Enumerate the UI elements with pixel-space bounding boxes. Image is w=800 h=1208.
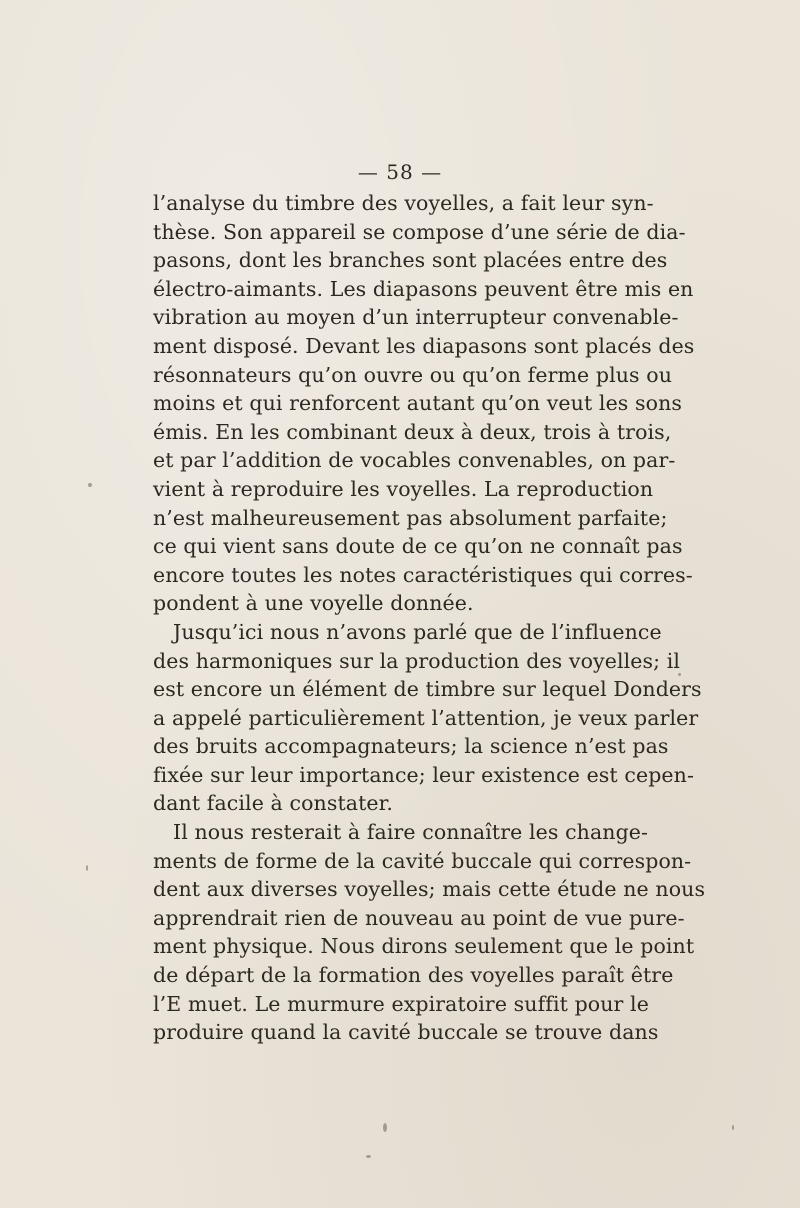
text-line: encore toutes les notes caractéristiques qui corres- xyxy=(153,562,693,587)
text-line: moins et qui renforcent autant qu’on veut les sons xyxy=(153,391,683,416)
paragraph-first-line: Jusqu’ici nous n’avons parlé que de l’influence xyxy=(173,619,662,644)
text-line: a appelé particulièrement l’attention, je veux parler xyxy=(153,705,699,730)
text-line: ment physique. Nous dirons seulement que le point xyxy=(153,934,695,959)
text-line: ments de forme de la cavité buccale qui correspon- xyxy=(153,848,692,873)
text-line: thèse. Son appareil se compose d’une série de dia- xyxy=(153,219,686,244)
text-line: fixée sur leur importance; leur existence est cepen- xyxy=(153,762,694,787)
text-line: l’analyse du timbre des voyelles, a fait leur syn- xyxy=(153,191,654,215)
text-line: pasons, dont les branches sont placées entre des xyxy=(153,248,668,273)
text-line: émis. En les combinant deux à deux, trois à trois, xyxy=(153,419,672,444)
text-line: n’est malheureusement pas absolument parfaite; xyxy=(153,505,668,530)
text-line: résonnateurs qu’on ouvre ou qu’on ferme plus ou xyxy=(153,362,673,387)
page-number: — 58 — xyxy=(357,160,443,184)
text-line: l’E muet. Le murmure expiratoire suffit pour le xyxy=(153,991,649,1016)
text-line: dant facile à constater. xyxy=(153,791,393,816)
body-text xyxy=(153,189,706,1047)
text-line: produire quand la cavité buccale se trouve dans xyxy=(153,1020,659,1045)
paper-speck xyxy=(732,1125,734,1130)
text-line: ment disposé. Devant les diapasons sont placés des xyxy=(153,333,695,358)
text-line: de départ de la formation des voyelles paraît être xyxy=(153,963,674,988)
text-line: dent aux diverses voyelles; mais cette étude ne nous xyxy=(153,877,706,902)
text-line: pondent à une voyelle donnée. xyxy=(153,591,474,616)
text-line: ce qui vient sans doute de ce qu’on ne connaît pas xyxy=(153,534,683,559)
text-line: vient à reproduire les voyelles. La reproduction xyxy=(153,476,654,501)
paper-speck xyxy=(88,483,92,487)
text-line: est encore un élément de timbre sur lequel Donders xyxy=(153,677,702,702)
text-line: électro-aimants. Les diapasons peuvent être mis en xyxy=(153,276,694,301)
paper-speck xyxy=(383,1123,387,1132)
paper-speck xyxy=(86,865,88,871)
text-line: et par l’addition de vocables convenables, on par- xyxy=(153,448,676,473)
text-line: apprendrait rien de nouveau au point de vue pure- xyxy=(153,905,685,930)
paper-speck xyxy=(366,1155,371,1158)
text-line: des bruits accompagnateurs; la science n’est pas xyxy=(153,734,669,759)
paper-speck xyxy=(678,673,681,676)
text-line: des harmoniques sur la production des voyelles; il xyxy=(153,648,681,673)
text-line: vibration au moyen d’un interrupteur convenable- xyxy=(153,305,679,330)
paragraph-first-line: Il nous resterait à faire connaître les change- xyxy=(173,820,649,845)
